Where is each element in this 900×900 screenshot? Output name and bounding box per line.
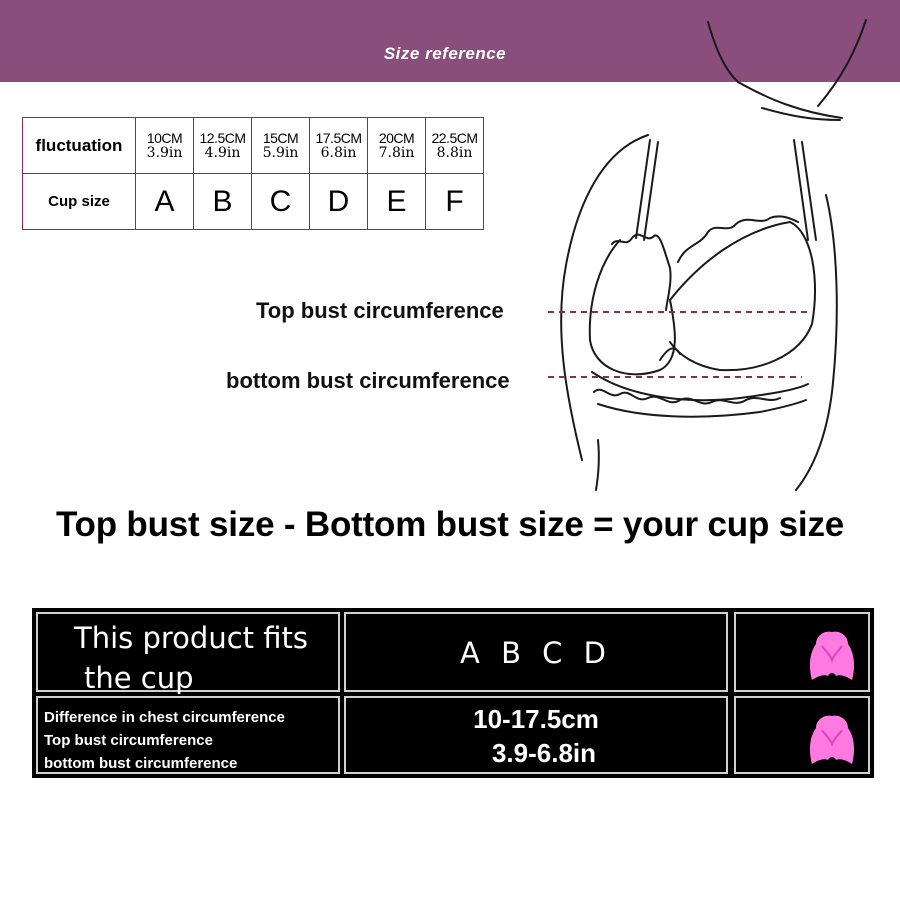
difference-line-2: Top bust circumference	[44, 732, 213, 749]
left-cup-outline	[590, 240, 675, 374]
fluctuation-in: 4.9in	[204, 144, 241, 161]
range-cell	[344, 696, 728, 774]
difference-text	[44, 706, 285, 775]
top-bust-label: Top bust circumference	[256, 298, 504, 323]
fits-cups-value: A B C D	[460, 636, 612, 670]
fluctuation-cell	[368, 118, 426, 174]
left-arm-outline	[561, 135, 648, 460]
fits-line-2: the cup	[84, 661, 194, 695]
fluctuation-cm: 17.5CM	[315, 129, 362, 146]
product-fit-box	[32, 608, 874, 778]
fluctuation-in: 3.9in	[146, 144, 183, 161]
range-text	[346, 702, 726, 770]
bra-figure-illustration	[540, 15, 900, 495]
icon-cell-top	[734, 612, 870, 692]
right-strap-inner	[802, 142, 816, 240]
fluctuation-cm: 22.5CM	[431, 129, 478, 146]
fluctuation-in: 6.8in	[320, 144, 357, 161]
center-gore	[660, 348, 680, 360]
banner-title: Size reference	[383, 44, 507, 63]
icon-cell-bottom	[734, 696, 870, 774]
fluctuation-in: 5.9in	[262, 144, 299, 161]
pink-bra-icon	[804, 626, 860, 682]
fluctuation-cm: 20CM	[378, 129, 415, 146]
cup-size-cell: F	[426, 174, 484, 230]
cup-size-row	[23, 174, 484, 230]
fluctuation-cm: 10CM	[146, 129, 183, 146]
cup-size-cell: C	[252, 174, 310, 230]
shoulder-line	[738, 82, 842, 118]
neck-left-line	[708, 22, 738, 82]
cup-size-cell: A	[136, 174, 194, 230]
bottom-bust-label: bottom bust circumference	[226, 368, 510, 393]
neck-right-line	[818, 20, 866, 106]
fluctuation-row	[23, 118, 484, 174]
difference-line-3: bottom bust circumference	[44, 755, 238, 772]
body-left-contour	[596, 440, 599, 490]
fluctuation-cell	[426, 118, 484, 174]
cup-size-cell: E	[368, 174, 426, 230]
fluctuation-in: 7.8in	[378, 144, 415, 161]
left-strap	[636, 140, 650, 238]
range-cm: 10-17.5cm	[473, 704, 599, 734]
fluctuation-cm: 15CM	[262, 129, 299, 146]
right-cup-outline	[670, 222, 815, 370]
pink-bra-icon	[804, 710, 860, 766]
fluctuation-cm: 12.5CM	[199, 129, 246, 146]
underband	[592, 372, 808, 400]
fluctuation-cell	[194, 118, 252, 174]
fluctuation-cell	[310, 118, 368, 174]
lace-edge-left	[612, 235, 671, 310]
fits-text	[74, 618, 308, 698]
cup-size-cell: B	[194, 174, 252, 230]
range-in: 3.9-6.8in	[491, 738, 597, 768]
cups-cell	[344, 612, 728, 692]
fluctuation-cell	[252, 118, 310, 174]
fluctuation-cell	[136, 118, 194, 174]
cup-size-header: Cup size	[23, 174, 136, 230]
cup-size-formula: Top bust size - Bottom bust size = your cup size	[55, 505, 845, 544]
fits-line-1: This product fits	[74, 621, 308, 655]
difference-label-cell	[36, 696, 340, 774]
cup-size-cell: D	[310, 174, 368, 230]
fluctuation-header: fluctuation	[23, 118, 136, 174]
fits-label-cell	[36, 612, 340, 695]
fluctuation-in: 8.8in	[436, 144, 473, 161]
left-strap-inner	[644, 142, 658, 240]
difference-line-1: Difference in chest circumference	[44, 709, 285, 726]
size-reference-table	[22, 117, 484, 230]
